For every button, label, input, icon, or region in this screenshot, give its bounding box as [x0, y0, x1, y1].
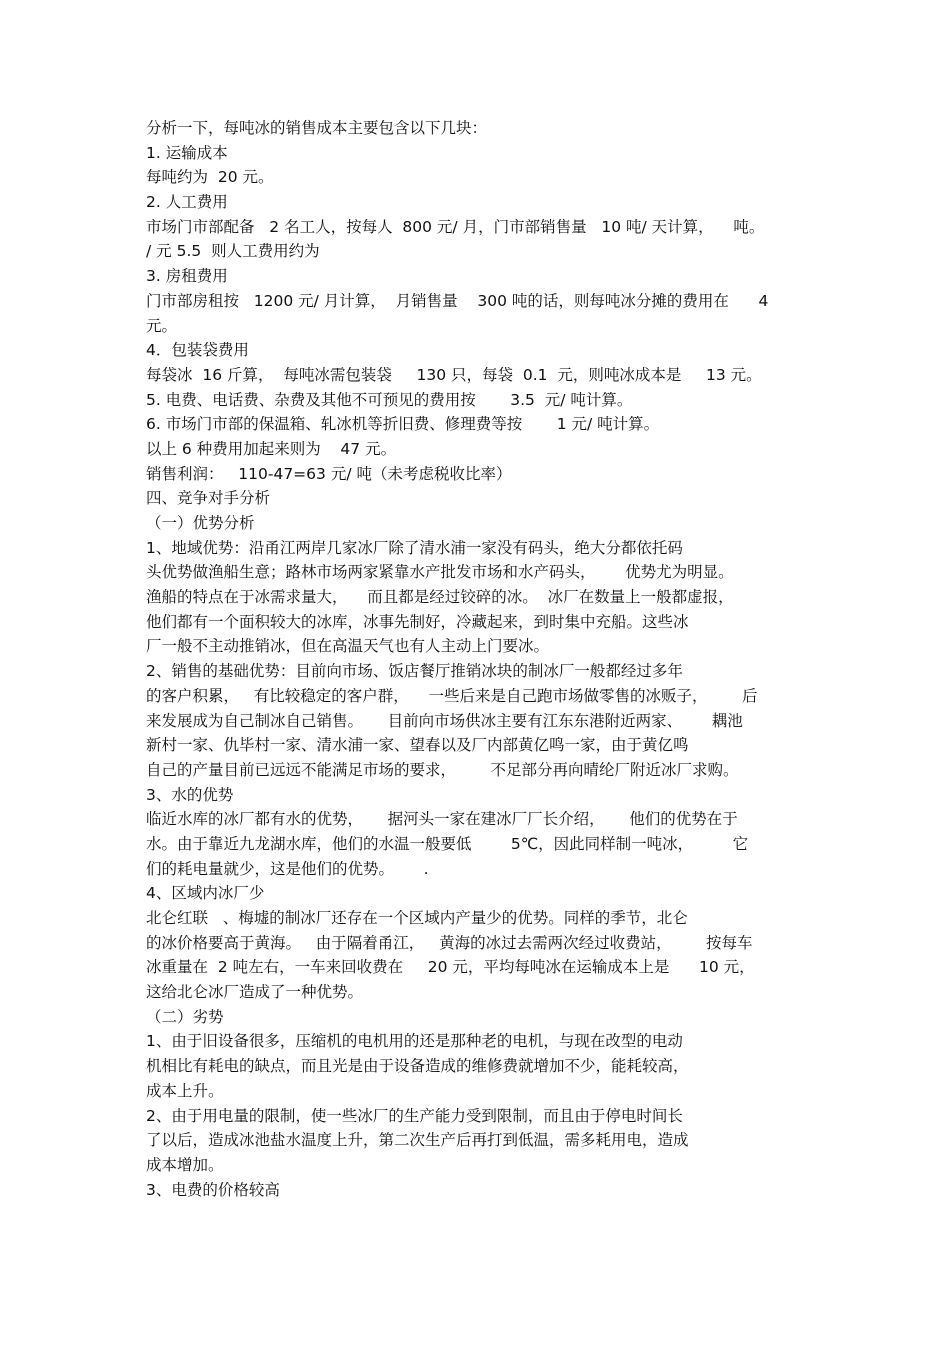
section-heading: 3、水的优势	[146, 785, 234, 804]
text-line: 北仑红联 、梅墟的制冰厂还存在一个区域内产量少的优势。同样的季节，北仑	[146, 909, 688, 927]
text-line: 的客户积累， 有比较稳定的客户群， 一些后来是自己跑市场做零售的冰贩子， 后	[146, 686, 758, 705]
section-heading: 2. 人工费用	[146, 193, 228, 212]
text-line: 分析一下，每吨冰的销售成本主要包含以下几块：	[146, 119, 488, 137]
text-line: 6. 市场门市部的保温箱、轧冰机等折旧费、修理费等按 1 元/ 吨计算。	[146, 415, 660, 434]
text-line: 冰重量在 2 吨左右，一车来回收费在 20 元，平均每吨冰在运输成本上是 10 元，	[146, 958, 755, 977]
text-line: 的冰价格要高于黄海。 由于隔着甬江， 黄海的冰过去需两次经过收费站， 按每车	[146, 933, 753, 952]
text-line: 水。由于靠近九龙湖水库，他们的水温一般要低 5℃，因此同样制一吨冰， 它	[146, 834, 749, 853]
text-line: 渔船的特点在于冰需求量大， 而且都是经过铰碎的冰。 冰厂在数量上一般都虚报，	[146, 588, 734, 607]
text-line: 他们都有一个面积较大的冰库，冰事先制好，冷藏起来，到时集中充船。这些冰	[146, 612, 689, 631]
text-line: 成本上升。	[146, 1081, 224, 1100]
text-line: 以上 6 种费用加起来则为 47 元。	[146, 439, 397, 458]
text-line: 来发展成为自己制冰自己销售。 目前向市场供冰主要有江东东港附近两家、 耦池	[146, 711, 743, 730]
section-heading: 4．包装袋费用	[146, 341, 249, 360]
text-line: 销售利润： 110-47=63 元/ 吨（未考虑税收比率）	[146, 464, 512, 483]
section-heading: 3、电费的价格较高	[146, 1180, 280, 1199]
text-line: 元。	[146, 316, 178, 335]
text-line: 头优势做渔船生意；路林市场两家紧靠水产批发市场和水产码头， 优势尤为明显。	[146, 563, 734, 582]
subsection-heading: （一）优势分析	[146, 514, 255, 532]
text-line: 2、由于用电量的限制，使一些冰厂的生产能力受到限制，而且由于停电时间长	[146, 1106, 683, 1125]
text-line: 门市部房租按 1200 元/ 月计算， 月销售量 300 吨的话，则每吨冰分摊的费用在 4	[146, 291, 769, 310]
text-line: 临近水库的冰厂都有水的优势， 据河头一家在建冰厂厂长介绍， 他们的优势在于	[146, 810, 738, 829]
text-line: 了以后，造成冰池盐水温度上升，第二次生产后再打到低温，需多耗用电，造成	[146, 1131, 689, 1150]
text-line: 2、销售的基础优势：目前向市场、饭店餐厅推销冰块的制冰厂一般都经过多年	[146, 662, 683, 681]
subsection-heading: （二）劣势	[146, 1007, 224, 1026]
section-heading: 1. 运输成本	[146, 143, 228, 162]
text-line: 这给北仑冰厂造成了一种优势。	[146, 983, 364, 1002]
text-line: 市场门市部配备 2 名工人，按每人 800 元/ 月，门市部销售量 10 吨/ 天计算， 吨。	[146, 217, 765, 236]
text-line: 1、地域优势：沿甬江两岸几家冰厂除了清水浦一家没有码头，绝大分都依托码	[146, 538, 683, 557]
section-heading: 3. 房租费用	[146, 267, 228, 286]
text-line: 每袋冰 16 斤算， 每吨冰需包装袋 130 只，每袋 0.1 元，则吨冰成本是 13 元。	[146, 365, 762, 384]
text-line: 成本增加。	[146, 1155, 224, 1174]
text-line: 厂一般不主动推销冰，但在高温天气也有人主动上门要冰。	[146, 637, 550, 656]
text-line: 自己的产量目前已远远不能满足市场的要求， 不足部分再向晴纶厂附近冰厂求购。	[146, 760, 739, 779]
section-heading: 四、竞争对手分析	[146, 489, 271, 508]
text-line: 5. 电费、电话费、杂费及其他不可预见的费用按 3.5 元/ 吨计算。	[146, 390, 633, 409]
text-line: 1、由于旧设备很多，压缩机的电机用的还是那种老的电机，与现在改型的电动	[146, 1032, 683, 1051]
document-page	[146, 116, 826, 1202]
text-line: 每吨约为 20 元。	[146, 168, 274, 187]
text-line: 机相比有耗电的缺点，而且光是由于设备造成的维修费就增加不少，能耗较高，	[146, 1057, 689, 1076]
text-line: 们的耗电量就少，这是他们的优势。 .	[146, 859, 429, 878]
section-heading: 4、区域内冰厂少	[146, 884, 265, 903]
text-line: / 元 5.5 则人工费用约为	[146, 242, 320, 261]
text-line: 新村一家、仇毕村一家、清水浦一家、望春以及厂内部黄亿鸣一家，由于黄亿鸣	[146, 736, 689, 755]
